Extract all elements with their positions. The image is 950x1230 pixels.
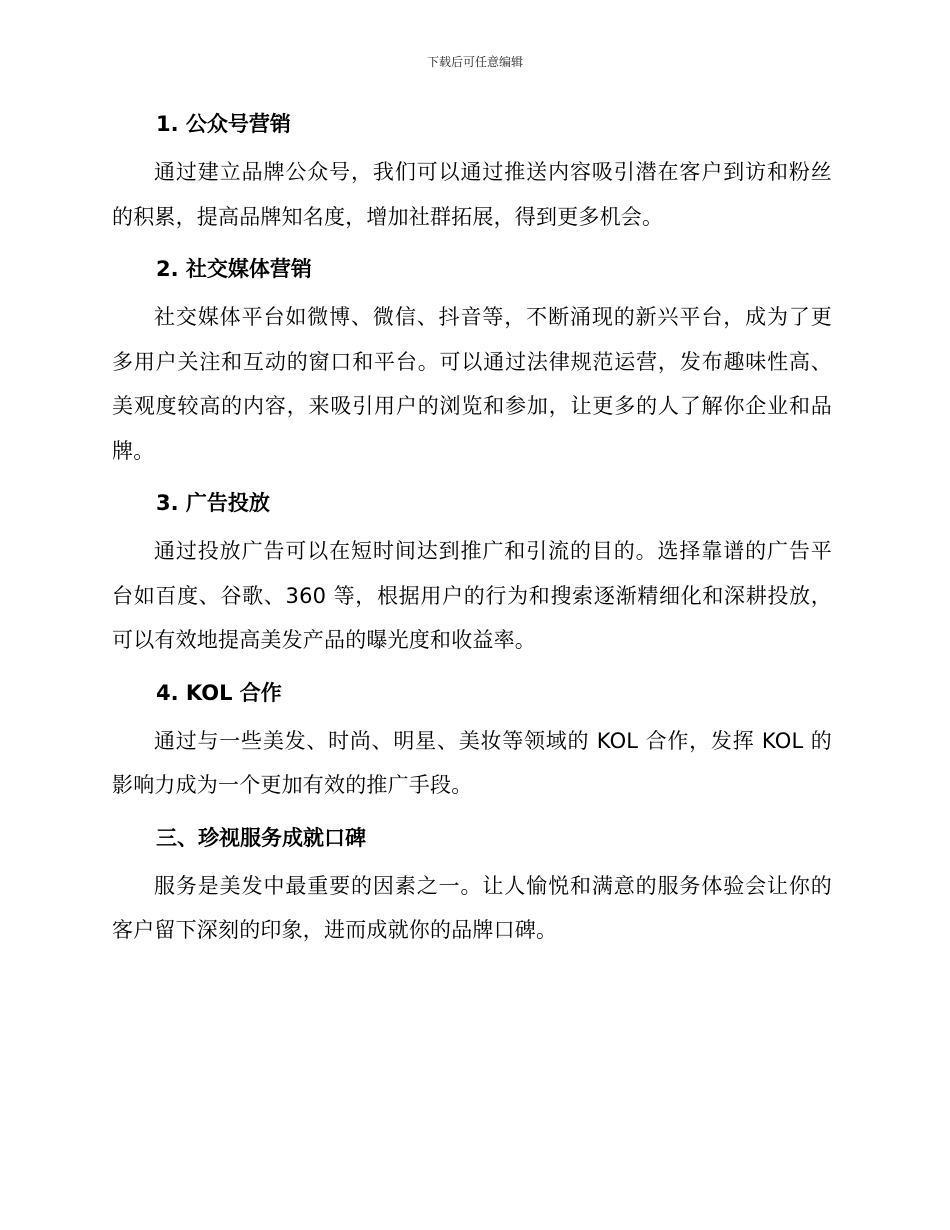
- section-paragraph-public-account: 通过建立品牌公众号，我们可以通过推送内容吸引潜在客户到访和粉丝的积累，提高品牌知名度，增加社群拓展，得到更多机会。: [112, 160, 832, 229]
- section-heading-public-account: 1. 公众号营销: [156, 112, 291, 136]
- section-paragraph-advertising: 通过投放广告可以在短时间达到推广和引流的目的。选择靠谱的广告平台如百度、谷歌、360 等，根据用户的行为和搜索逐渐精细化和深耕投放，可以有效地提高美发产品的曝光度和收益率。: [112, 539, 832, 652]
- section-heading-advertising: 3. 广告投放: [156, 491, 270, 515]
- section-paragraph-service: 服务是美发中最重要的因素之一。让人愉悦和满意的服务体验会让你的客户留下深刻的印象，进而成就你的品牌口碑。: [112, 873, 832, 942]
- section-paragraph-kol: 通过与一些美发、时尚、明星、美妆等领域的 KOL 合作，发挥 KOL 的影响力成为一个更加有效的推广手段。: [112, 728, 832, 797]
- section-paragraph-social-media: 社交媒体平台如微博、微信、抖音等，不断涌现的新兴平台，成为了更多用户关注和互动的窗口和平台。可以通过法律规范运营，发布趣味性高、美观度较高的内容，来吸引用户的浏览和参加，让更多的人了解你企业和品牌。: [112, 305, 832, 463]
- document-body: [112, 110, 832, 969]
- section-heading-kol: 4. KOL 合作: [156, 680, 282, 705]
- section-heading-service: 三、珍视服务成就口碑: [156, 825, 366, 850]
- section-heading-social-media: 2. 社交媒体营销: [156, 257, 312, 281]
- page-header: 下载后可任意编辑: [426, 55, 523, 69]
